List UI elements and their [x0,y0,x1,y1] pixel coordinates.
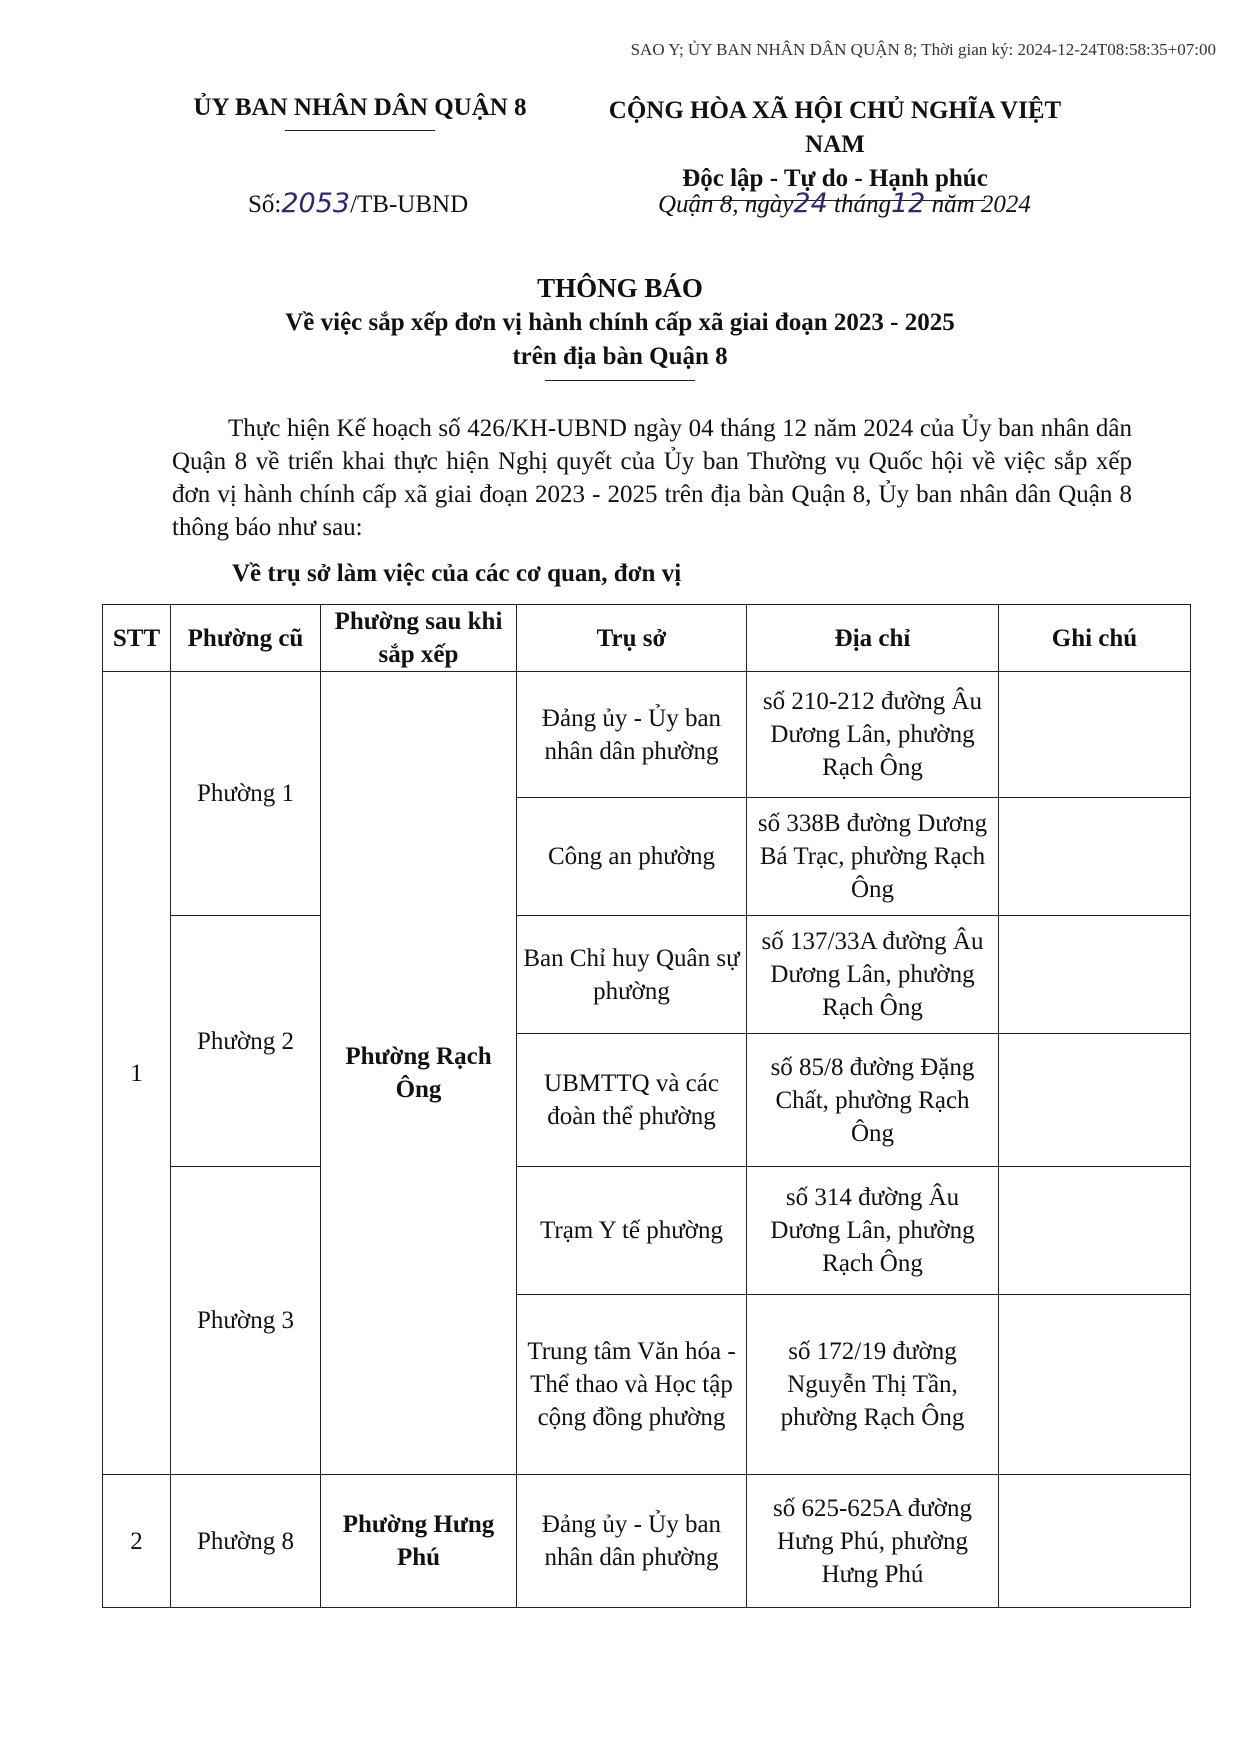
cell-old-ward: Phường 8 [171,1475,321,1608]
cell-old-ward: Phường 3 [171,1167,321,1475]
document-number [248,188,468,219]
section-heading: Về trụ sở làm việc của các cơ quan, đơn vị [232,560,682,587]
header-note: Ghi chú [999,605,1191,672]
intro-paragraph: Thực hiện Kế hoạch số 426/KH-UBND ngày 04 tháng 12 năm 2024 của Ủy ban nhân dân Quận 8 về triển khai thực hiện Nghị quyết của Ủy ban Thường vụ Quốc hội về việc sắp xếp đơn vị hành chính cấp xã giai đoạn 2023 - 2025 trên địa bàn Quận 8, Ủy ban nhân dân Quận 8 thông báo như sau: [172,415,1132,541]
cell-note [999,916,1191,1034]
header-office: Trụ sở [517,605,747,672]
cell-stt: 2 [103,1475,171,1608]
header-old-ward: Phường cũ [171,605,321,672]
digital-signature-stamp: SAO Y; ỦY BAN NHÂN DÂN QUẬN 8; Thời gian ký: 2024-12-24T08:58:35+07:00 [630,40,1216,59]
cell-note [999,1167,1191,1295]
date-prefix: Quận 8, ngày [658,191,794,218]
cell-office: UBMTTQ và các đoàn thể phường [517,1034,747,1167]
table-header-row [103,605,1191,672]
cell-note [999,1295,1191,1475]
doc-no-suffix: /TB-UBND [350,191,469,218]
cell-office: Công an phường [517,798,747,916]
national-header [580,94,1090,201]
notice-title: THÔNG BÁO [537,273,703,303]
org-underline [285,130,435,131]
cell-office: Trung tâm Văn hóa - Thể thao và Học tập cộng đồng phường [517,1295,747,1475]
notice-title-block [0,270,1240,381]
cell-address: số 338B đường Dương Bá Trạc, phường Rạch Ông [747,798,999,916]
doc-no-prefix: Số: [248,191,282,218]
notice-subject-line1: Về việc sắp xếp đơn vị hành chính cấp xã giai đoạn 2023 - 2025 [285,309,955,336]
table-row [103,1475,1191,1608]
cell-new-ward: Phường Hưng Phú [321,1475,517,1608]
table-row [103,1167,1191,1295]
office-table [102,604,1191,1608]
cell-note [999,1034,1191,1167]
table-row [103,672,1191,798]
notice-subject-line2: trên địa bàn Quận 8 [512,343,728,370]
date-day: 24 [793,188,828,219]
cell-new-ward: Phường Rạch Ông [321,672,517,1475]
cell-office: Trạm Y tế phường [517,1167,747,1295]
header-stt: STT [103,605,171,672]
header-address: Địa chỉ [747,605,999,672]
cell-stt: 1 [103,672,171,1475]
date-year: năm 2024 [931,191,1031,218]
cell-address: số 137/33A đường Âu Dương Lân, phường Rạch Ông [747,916,999,1034]
doc-no-handwritten: 2053 [281,188,351,219]
cell-office: Ban Chỉ huy Quân sự phường [517,916,747,1034]
cell-note [999,1475,1191,1608]
cell-office: Đảng ủy - Ủy ban nhân dân phường [517,672,747,798]
table-row [103,916,1191,1034]
cell-office: Đảng ủy - Ủy ban nhân dân phường [517,1475,747,1608]
cell-address: số 85/8 đường Đặng Chất, phường Rạch Ông [747,1034,999,1167]
cell-address: số 210-212 đường Âu Dương Lân, phường Rạch Ông [747,672,999,798]
cell-note [999,798,1191,916]
date-month-label: tháng [834,191,891,218]
issuing-organization [150,94,570,131]
national-motto: Độc lập - Tự do - Hạnh phúc [682,165,988,192]
national-title: CỘNG HÒA XÃ HỘI CHỦ NGHĨA VIỆT NAM [608,97,1062,158]
cell-address: số 625-625A đường Hưng Phú, phường Hưng Phú [747,1475,999,1608]
cell-address: số 172/19 đường Nguyễn Thị Tần, phường Rạch Ông [747,1295,999,1475]
title-underline [545,380,695,381]
notice-body [172,412,1132,544]
issuing-organization-name: ỦY BAN NHÂN DÂN QUẬN 8 [193,94,527,121]
header-new-ward: Phường sau khi sắp xếp [321,605,517,672]
document-date [658,188,1031,219]
date-month: 12 [890,188,926,219]
cell-note [999,672,1191,798]
cell-address: số 314 đường Âu Dương Lân, phường Rạch Ông [747,1167,999,1295]
cell-old-ward: Phường 1 [171,672,321,916]
cell-old-ward: Phường 2 [171,916,321,1167]
